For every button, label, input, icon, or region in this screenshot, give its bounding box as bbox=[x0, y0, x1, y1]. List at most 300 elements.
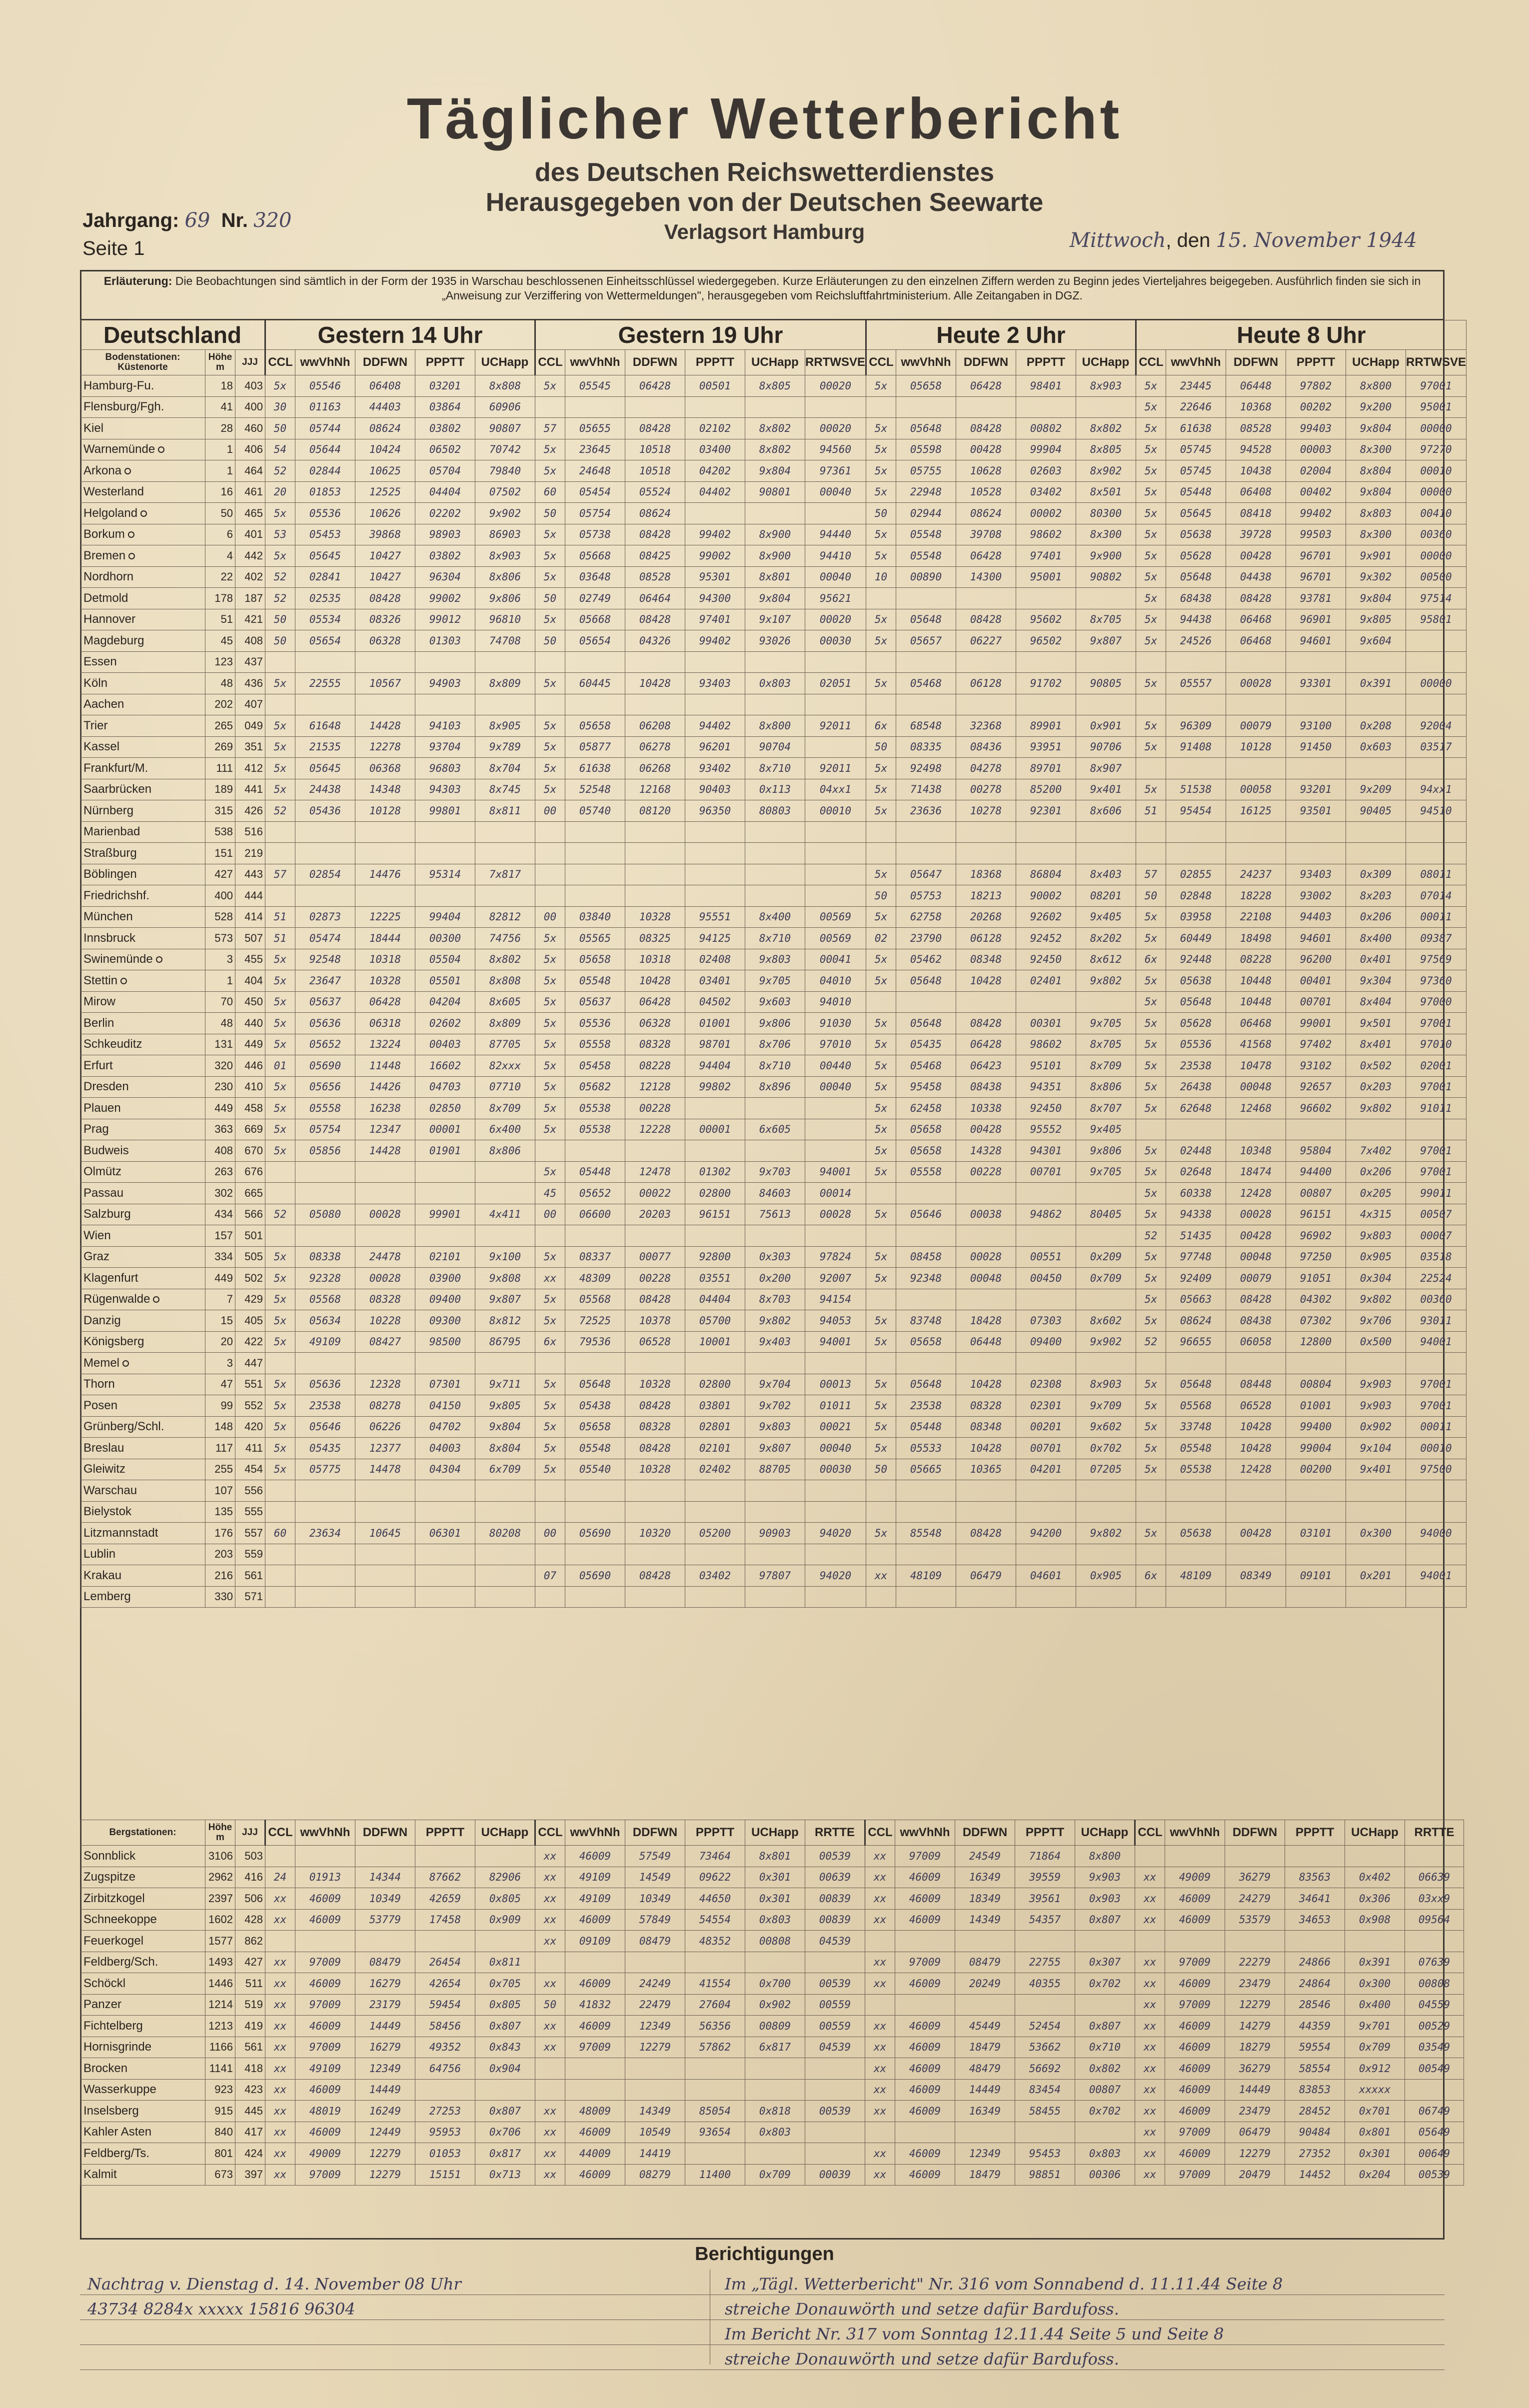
obs-cell: 97402 bbox=[1286, 1034, 1346, 1055]
obs-cell: 00001 bbox=[685, 1119, 745, 1140]
station-name bbox=[80, 503, 205, 524]
obs-cell: 97500 bbox=[1406, 1459, 1467, 1480]
subtitle-place: Verlagsort Hamburg bbox=[664, 220, 865, 243]
obs-cell: 02102 bbox=[685, 418, 745, 439]
station-name-text: Thorn bbox=[83, 1377, 115, 1391]
obs-cell: 03400 bbox=[685, 439, 745, 460]
obs-cell: 27253 bbox=[415, 2101, 475, 2122]
obs-cell: 54554 bbox=[685, 1909, 745, 1931]
obs-cell bbox=[1346, 694, 1406, 715]
obs-cell: 00077 bbox=[625, 1246, 685, 1268]
obs-cell: 04502 bbox=[685, 991, 745, 1013]
obs-cell: 00539 bbox=[805, 1973, 865, 1995]
obs-cell: 5x bbox=[1136, 460, 1166, 482]
obs-cell: 06468 bbox=[1226, 630, 1286, 652]
station-name bbox=[80, 1586, 205, 1608]
obs-cell: 92452 bbox=[1016, 928, 1076, 949]
station-name bbox=[80, 1931, 205, 1952]
obs-cell bbox=[535, 2058, 565, 2080]
obs-cell: 5x bbox=[265, 673, 295, 694]
station-row bbox=[80, 2143, 1464, 2165]
obs-cell: 92548 bbox=[295, 949, 355, 970]
station-jjj: 397 bbox=[235, 2164, 265, 2186]
obs-cell: 9x901 bbox=[1346, 545, 1406, 567]
obs-cell: 51538 bbox=[1166, 779, 1226, 800]
obs-cell: 0x709 bbox=[1076, 1268, 1136, 1289]
obs-cell bbox=[265, 1565, 295, 1587]
obs-cell bbox=[1286, 821, 1346, 843]
obs-cell: 08120 bbox=[625, 800, 685, 822]
station-height: 70 bbox=[205, 991, 235, 1013]
station-name-text: Böblingen bbox=[83, 867, 137, 881]
obs-cell: 46009 bbox=[565, 2016, 625, 2037]
obs-cell: 73464 bbox=[685, 1846, 745, 1867]
obs-cell: 00569 bbox=[805, 928, 866, 949]
obs-cell: 5x bbox=[535, 758, 565, 779]
obs-cell bbox=[415, 1225, 475, 1247]
station-jjj: 417 bbox=[235, 2122, 265, 2143]
station-jjj: 049 bbox=[235, 715, 265, 737]
obs-cell: 05501 bbox=[415, 970, 475, 992]
obs-cell: 23647 bbox=[295, 970, 355, 992]
obs-cell: 10349 bbox=[625, 1888, 685, 1910]
obs-cell: 57862 bbox=[685, 2037, 745, 2058]
obs-cell: 50 bbox=[866, 885, 896, 907]
obs-cell: 97360 bbox=[1406, 970, 1467, 992]
obs-cell: 05438 bbox=[565, 1395, 625, 1417]
obs-cell bbox=[535, 821, 565, 843]
station-name bbox=[80, 524, 205, 545]
station-name-text: Detmold bbox=[83, 591, 128, 605]
obs-cell: 9x807 bbox=[475, 1289, 535, 1310]
station-name bbox=[80, 1034, 205, 1055]
obs-cell: 03401 bbox=[685, 970, 745, 992]
obs-cell: 0x301 bbox=[745, 1867, 805, 1888]
obs-cell: 05636 bbox=[295, 1013, 355, 1034]
obs-cell: 05656 bbox=[295, 1076, 355, 1098]
obs-cell: 87705 bbox=[475, 1034, 535, 1055]
obs-cell bbox=[1016, 1501, 1076, 1523]
obs-cell: 00040 bbox=[805, 481, 866, 503]
obs-cell: 00559 bbox=[805, 1994, 865, 2016]
obs-cell: 14476 bbox=[355, 864, 415, 885]
obs-cell: 05690 bbox=[565, 1523, 625, 1544]
obs-cell: 9x903 bbox=[1346, 1374, 1406, 1395]
obs-cell bbox=[896, 1586, 956, 1608]
obs-cell bbox=[866, 1289, 896, 1310]
obs-cell: 10001 bbox=[685, 1331, 745, 1353]
obs-cell: 05548 bbox=[1166, 1438, 1226, 1459]
obs-cell: 54 bbox=[265, 439, 295, 460]
obs-cell: 46009 bbox=[895, 2164, 955, 2186]
station-name bbox=[80, 1523, 205, 1544]
obs-cell: 00001 bbox=[415, 1119, 475, 1140]
obs-cell: 53 bbox=[265, 524, 295, 545]
obs-cell: 10228 bbox=[355, 1310, 415, 1332]
obs-cell bbox=[1165, 1846, 1225, 1867]
obs-cell: 05558 bbox=[896, 1161, 956, 1183]
obs-cell: 5x bbox=[265, 545, 295, 567]
station-name-text: München bbox=[83, 910, 133, 924]
obs-cell: 14349 bbox=[955, 1909, 1015, 1931]
station-name-text: Bielystok bbox=[83, 1505, 132, 1519]
col-cols8-5-header: RRTWSVE bbox=[1406, 350, 1467, 375]
obs-cell: 06328 bbox=[625, 1013, 685, 1034]
obs-cell bbox=[415, 2079, 475, 2101]
obs-cell: 9x806 bbox=[1076, 1140, 1136, 1162]
obs-cell: 05504 bbox=[415, 949, 475, 970]
station-name-text: Straßburg bbox=[83, 846, 137, 860]
obs-cell: 83748 bbox=[896, 1310, 956, 1332]
obs-cell: 00030 bbox=[805, 1459, 866, 1480]
obs-cell: 08448 bbox=[1226, 1374, 1286, 1395]
obs-cell: 34641 bbox=[1285, 1888, 1345, 1910]
station-jjj: 507 bbox=[235, 928, 265, 949]
obs-cell: 5x bbox=[866, 1013, 896, 1034]
obs-cell: 8x811 bbox=[475, 800, 535, 822]
obs-cell: 9x403 bbox=[745, 1331, 805, 1353]
obs-cell: 94000 bbox=[1406, 1523, 1467, 1544]
obs-cell: 5x bbox=[866, 1204, 896, 1225]
station-height: 3 bbox=[205, 949, 235, 970]
obs-cell: 05648 bbox=[896, 1013, 956, 1034]
obs-cell: 8x805 bbox=[1076, 439, 1136, 460]
obs-cell: 14449 bbox=[955, 2079, 1015, 2101]
obs-cell: 05704 bbox=[415, 460, 475, 482]
obs-cell: 5x bbox=[1136, 1034, 1166, 1055]
obs-cell bbox=[745, 1544, 805, 1565]
obs-cell: 03648 bbox=[565, 566, 625, 588]
obs-cell: 14478 bbox=[355, 1459, 415, 1480]
obs-cell: 61638 bbox=[1166, 418, 1226, 439]
obs-cell: 0x709 bbox=[1345, 2037, 1405, 2058]
obs-cell: 5x bbox=[1136, 1416, 1166, 1438]
col-cols8-2-header: DDFWN bbox=[1225, 1820, 1285, 1846]
station-row bbox=[80, 1438, 1467, 1459]
obs-cell bbox=[625, 2079, 685, 2101]
station-height: 151 bbox=[205, 843, 235, 864]
station-name bbox=[80, 928, 205, 949]
obs-cell: 52 bbox=[265, 800, 295, 822]
obs-cell: 05658 bbox=[896, 1119, 956, 1140]
obs-cell: 02408 bbox=[685, 949, 745, 970]
obs-cell: 03549 bbox=[1405, 2037, 1464, 2058]
station-name bbox=[80, 1353, 205, 1374]
obs-cell: 93501 bbox=[1286, 800, 1346, 822]
obs-cell: 08278 bbox=[355, 1395, 415, 1417]
obs-cell: 46009 bbox=[895, 1909, 955, 1931]
obs-cell bbox=[265, 1353, 295, 1374]
obs-cell: 05565 bbox=[565, 928, 625, 949]
obs-cell: 05648 bbox=[896, 418, 956, 439]
obs-cell: 97009 bbox=[565, 2037, 625, 2058]
obs-cell: 06227 bbox=[956, 630, 1016, 652]
obs-cell: 05634 bbox=[295, 1310, 355, 1332]
obs-cell: 05628 bbox=[1166, 545, 1226, 567]
obs-cell: 5x bbox=[1136, 970, 1166, 992]
obs-cell: xx bbox=[865, 2101, 895, 2122]
obs-cell bbox=[1136, 1480, 1166, 1502]
station-jjj: 426 bbox=[235, 800, 265, 822]
obs-cell: 01011 bbox=[805, 1395, 866, 1417]
obs-cell bbox=[1226, 1353, 1286, 1374]
station-jjj: 455 bbox=[235, 949, 265, 970]
col-cols8-4-header: UCHapp bbox=[1345, 1820, 1405, 1846]
obs-cell: 08428 bbox=[625, 418, 685, 439]
obs-cell: 08337 bbox=[565, 1246, 625, 1268]
obs-cell: 94001 bbox=[1406, 1331, 1467, 1353]
obs-cell: 08428 bbox=[956, 1523, 1016, 1544]
obs-cell: 02854 bbox=[295, 864, 355, 885]
obs-cell: 50 bbox=[535, 588, 565, 609]
obs-cell: 0x904 bbox=[475, 2058, 535, 2080]
obs-cell: 93781 bbox=[1286, 588, 1346, 609]
col-jjj-header: JJJ bbox=[235, 350, 265, 375]
obs-cell bbox=[1076, 396, 1136, 418]
obs-cell bbox=[1225, 1931, 1285, 1952]
obs-cell bbox=[685, 2143, 745, 2165]
obs-cell: 08328 bbox=[625, 1416, 685, 1438]
obs-cell bbox=[1406, 1544, 1467, 1565]
obs-cell bbox=[565, 2079, 625, 2101]
col-station-header: Bodenstationen: Küstenorte bbox=[80, 350, 205, 375]
obs-cell: 94510 bbox=[1406, 800, 1467, 822]
obs-cell: 46009 bbox=[295, 1973, 355, 1995]
station-name-text: Kiel bbox=[83, 421, 104, 435]
obs-cell: 46009 bbox=[1165, 2037, 1225, 2058]
obs-cell: 02401 bbox=[1016, 970, 1076, 992]
obs-cell: 5x bbox=[535, 566, 565, 588]
obs-cell bbox=[685, 1353, 745, 1374]
station-name bbox=[80, 2122, 205, 2143]
obs-cell: 5x bbox=[1136, 1438, 1166, 1459]
obs-cell: 10427 bbox=[355, 566, 415, 588]
obs-cell: 8x900 bbox=[745, 545, 805, 567]
station-height: 400 bbox=[205, 885, 235, 907]
obs-cell: 8x710 bbox=[745, 1055, 805, 1077]
obs-cell: 99403 bbox=[1286, 418, 1346, 439]
correction-left-1: Nachtrag v. Dienstag d. 14. November 08 Uhr bbox=[87, 2275, 461, 2294]
station-jjj: 428 bbox=[235, 1909, 265, 1931]
obs-cell: 60 bbox=[265, 1523, 295, 1544]
station-jjj: 519 bbox=[235, 1994, 265, 2016]
obs-cell: 00007 bbox=[1406, 1225, 1467, 1247]
station-height: 50 bbox=[205, 503, 235, 524]
obs-cell: 8x602 bbox=[1076, 1310, 1136, 1332]
obs-cell: 96902 bbox=[1286, 1225, 1346, 1247]
obs-cell: 93002 bbox=[1286, 885, 1346, 907]
obs-cell: 50 bbox=[535, 503, 565, 524]
obs-cell bbox=[865, 1931, 895, 1952]
obs-cell: 32368 bbox=[956, 715, 1016, 737]
station-height: 157 bbox=[205, 1225, 235, 1247]
obs-cell: 12525 bbox=[355, 481, 415, 503]
obs-cell: 00040 bbox=[805, 1076, 866, 1098]
obs-cell: 07639 bbox=[1405, 1952, 1464, 1973]
obs-cell: 50 bbox=[265, 630, 295, 652]
obs-cell: 12347 bbox=[355, 1119, 415, 1140]
obs-cell: 00278 bbox=[956, 779, 1016, 800]
station-name-text: Lemberg bbox=[83, 1590, 131, 1604]
obs-cell bbox=[415, 1501, 475, 1523]
obs-cell: 0x301 bbox=[745, 1888, 805, 1910]
obs-cell: 08279 bbox=[625, 2164, 685, 2186]
obs-cell: 10368 bbox=[1226, 396, 1286, 418]
obs-cell: 0x204 bbox=[1345, 2164, 1405, 2186]
obs-cell bbox=[295, 843, 355, 864]
obs-cell: 5x bbox=[265, 1268, 295, 1289]
obs-cell: 0x803 bbox=[1075, 2143, 1135, 2165]
station-height: 1 bbox=[205, 970, 235, 992]
obs-cell: 45 bbox=[535, 1183, 565, 1204]
obs-cell bbox=[265, 651, 295, 673]
obs-cell: 04202 bbox=[685, 460, 745, 482]
obs-cell: 08328 bbox=[956, 1395, 1016, 1417]
station-row bbox=[80, 1353, 1467, 1374]
obs-cell bbox=[625, 651, 685, 673]
station-row bbox=[80, 1973, 1464, 1995]
obs-cell: 46009 bbox=[895, 1867, 955, 1888]
obs-cell: 9x711 bbox=[475, 1374, 535, 1395]
issue-info bbox=[82, 209, 291, 232]
obs-cell: 36279 bbox=[1225, 2058, 1285, 2080]
obs-cell: 07301 bbox=[415, 1374, 475, 1395]
obs-cell: 50 bbox=[866, 1459, 896, 1480]
obs-cell: 85548 bbox=[896, 1523, 956, 1544]
obs-cell: 08438 bbox=[956, 1076, 1016, 1098]
obs-cell bbox=[1016, 1544, 1076, 1565]
obs-cell: 00 bbox=[535, 906, 565, 928]
col-cols8-1-header: wwVhNh bbox=[1166, 350, 1226, 375]
obs-cell bbox=[295, 1501, 355, 1523]
table-region-title: Deutschland bbox=[80, 320, 265, 350]
obs-cell: 03402 bbox=[1016, 481, 1076, 503]
obs-cell: 90802 bbox=[1076, 566, 1136, 588]
obs-cell: 10320 bbox=[625, 1523, 685, 1544]
obs-cell bbox=[1136, 1586, 1166, 1608]
obs-cell: 5x bbox=[1136, 1204, 1166, 1225]
obs-cell: 05536 bbox=[1166, 1034, 1226, 1055]
station-name bbox=[80, 1055, 205, 1077]
obs-cell: 5x bbox=[1136, 715, 1166, 737]
obs-cell bbox=[1405, 1846, 1464, 1867]
obs-cell: 00000 bbox=[1406, 481, 1467, 503]
station-name bbox=[80, 1867, 205, 1888]
obs-cell: 46009 bbox=[295, 1909, 355, 1931]
obs-cell: 9x401 bbox=[1346, 1459, 1406, 1480]
station-name-text: Köln bbox=[83, 676, 108, 690]
station-row bbox=[80, 503, 1467, 524]
obs-cell bbox=[355, 1183, 415, 1204]
obs-cell: 12349 bbox=[625, 2016, 685, 2037]
station-row bbox=[80, 1523, 1467, 1544]
obs-cell bbox=[475, 821, 535, 843]
obs-cell: 00020 bbox=[805, 418, 866, 439]
obs-cell: 93402 bbox=[685, 758, 745, 779]
obs-cell bbox=[685, 2079, 745, 2101]
station-row bbox=[80, 1994, 1464, 2016]
obs-cell bbox=[895, 1931, 955, 1952]
obs-cell: 00228 bbox=[625, 1268, 685, 1289]
obs-cell: 23445 bbox=[1166, 375, 1226, 397]
obs-cell: 08438 bbox=[1226, 1310, 1286, 1332]
obs-cell: 9x302 bbox=[1346, 566, 1406, 588]
station-jjj: 423 bbox=[235, 2079, 265, 2101]
obs-cell: 05558 bbox=[565, 1034, 625, 1055]
obs-cell: xx bbox=[865, 1867, 895, 1888]
station-jjj: 351 bbox=[235, 736, 265, 758]
station-name-text: Stettin bbox=[83, 973, 118, 987]
obs-cell: 95801 bbox=[1406, 609, 1467, 630]
obs-cell bbox=[805, 885, 866, 907]
obs-cell: 9x902 bbox=[475, 503, 535, 524]
obs-cell: xx bbox=[1135, 2079, 1165, 2101]
obs-cell: 05663 bbox=[1166, 1289, 1226, 1310]
obs-cell: 20479 bbox=[1225, 2164, 1285, 2186]
obs-cell: 26454 bbox=[415, 1952, 475, 1973]
obs-cell: 06639 bbox=[1405, 1867, 1464, 1888]
station-name bbox=[80, 970, 205, 992]
station-jjj: 450 bbox=[235, 991, 265, 1013]
obs-cell: 05448 bbox=[565, 1161, 625, 1183]
station-name-text: Kahler Asten bbox=[83, 2125, 152, 2139]
obs-cell: 10448 bbox=[1226, 991, 1286, 1013]
station-row bbox=[80, 481, 1467, 503]
obs-cell: 15151 bbox=[415, 2164, 475, 2186]
obs-cell bbox=[355, 843, 415, 864]
obs-cell: 5x bbox=[866, 481, 896, 503]
obs-cell: 06428 bbox=[956, 545, 1016, 567]
obs-cell: 8x900 bbox=[745, 524, 805, 545]
obs-cell bbox=[475, 1846, 535, 1867]
obs-cell: 08428 bbox=[355, 588, 415, 609]
issue-date bbox=[1070, 229, 1417, 252]
obs-cell: 12478 bbox=[625, 1161, 685, 1183]
obs-cell: 05545 bbox=[565, 375, 625, 397]
obs-cell: 91450 bbox=[1286, 736, 1346, 758]
obs-cell: 06423 bbox=[956, 1055, 1016, 1077]
obs-cell: 8x202 bbox=[1076, 928, 1136, 949]
obs-cell: 23538 bbox=[1166, 1055, 1226, 1077]
obs-cell: 05658 bbox=[896, 1140, 956, 1162]
col-cols2-0-header: CCL bbox=[866, 350, 896, 375]
station-name bbox=[80, 2016, 205, 2037]
obs-cell: 5x bbox=[265, 991, 295, 1013]
obs-cell: 94338 bbox=[1166, 1204, 1226, 1225]
obs-cell: 52 bbox=[1136, 1225, 1166, 1247]
obs-cell: xx bbox=[865, 2143, 895, 2165]
obs-cell: 06468 bbox=[1226, 1013, 1286, 1034]
obs-cell bbox=[745, 1480, 805, 1502]
obs-cell bbox=[625, 396, 685, 418]
obs-cell: 9x304 bbox=[1346, 970, 1406, 992]
obs-cell: 39559 bbox=[1015, 1867, 1075, 1888]
station-name bbox=[80, 949, 205, 970]
station-height: 320 bbox=[205, 1055, 235, 1077]
obs-cell bbox=[956, 1353, 1016, 1374]
obs-cell: 46009 bbox=[1165, 1973, 1225, 1995]
obs-cell: 08428 bbox=[625, 1565, 685, 1587]
station-name-text: Hornisgrinde bbox=[83, 2040, 152, 2054]
obs-cell: 94103 bbox=[415, 715, 475, 737]
obs-cell bbox=[295, 1480, 355, 1502]
obs-cell: 7x817 bbox=[475, 864, 535, 885]
obs-cell: 5x bbox=[866, 1076, 896, 1098]
obs-cell: 94xx1 bbox=[1406, 779, 1467, 800]
obs-cell bbox=[1346, 1480, 1406, 1502]
obs-cell: 99904 bbox=[1016, 439, 1076, 460]
col-cols14-2-header: DDFWN bbox=[355, 1820, 415, 1846]
